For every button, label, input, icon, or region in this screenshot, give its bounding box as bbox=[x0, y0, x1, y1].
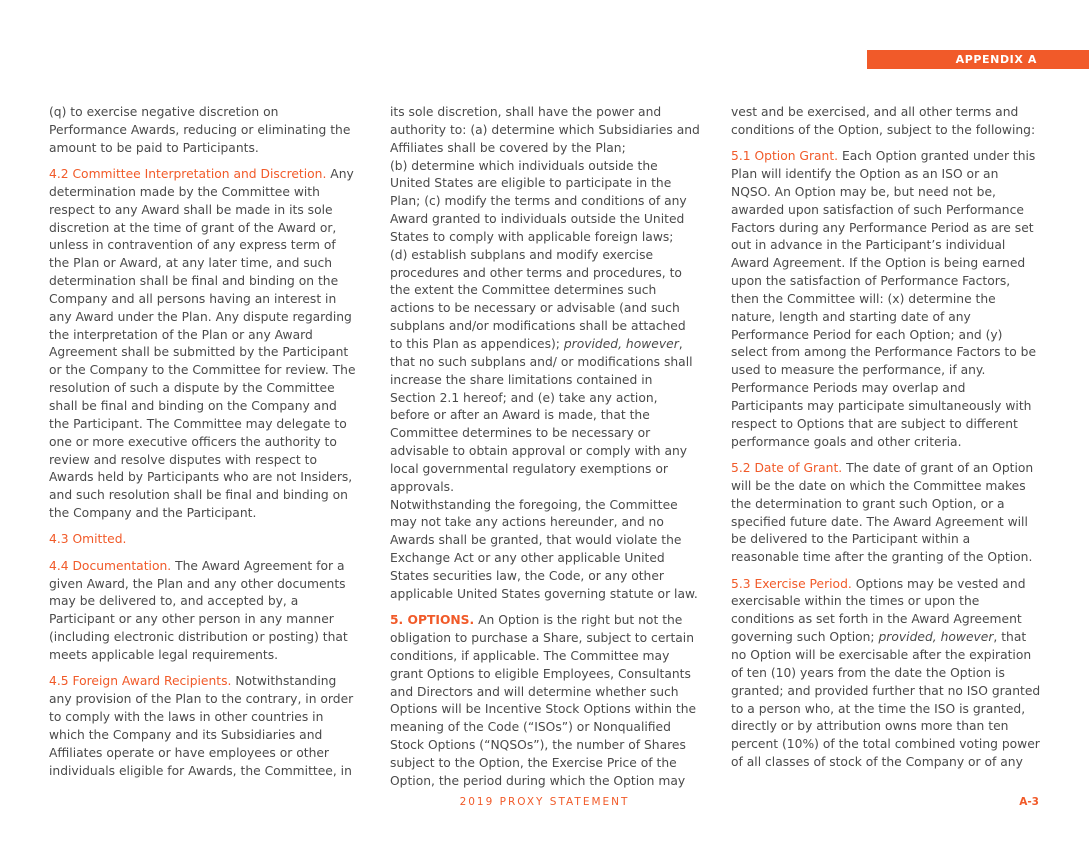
section-5-3 bbox=[731, 576, 1041, 772]
section-heading: 4.3 Omitted. bbox=[49, 532, 127, 547]
continued-text: Notwithstanding the foregoing, the Committee may not take any actions hereunder, and no Awards shall be granted, that would violate the Exchange Act or any other applicable United States securities law, the Code, or any other applicable United States governing statute or law. bbox=[390, 497, 698, 601]
section-body: Any determination made by the Committee with respect to any Award shall be made in its sole discretion at the time of grant of the Award or, unless in contravention of any express term of the Plan or Award, at any later time, and such determination shall be final and binding on the Company and all persons having an interest in any Award under the Plan. Any dispute regarding the interpretation of the Plan or any Award Agreement shall be submitted by the Participant or the Company to the Committee for review. The resolution of such a dispute by the Committee shall be final and binding on the Company and the Participant. The Committee may delegate to one or more executive officers the authority to review and resolve disputes with respect to Awards held by Participants who are not Insiders, and such resolution shall be final and binding on the Company and the Participant. bbox=[49, 167, 356, 521]
continued-text: (b) determine which individuals outside the United States are eligible to participate in the Plan; (c) modify the terms and conditions of any Award granted to individuals outside the United States to comply with applicable foreign laws; bbox=[390, 158, 687, 244]
section-heading: 4.5 Foreign Award Recipients. bbox=[49, 674, 232, 689]
paragraph-body: vest and be exercised, and all other terms and conditions of the Option, subject to the following: bbox=[731, 105, 1036, 137]
text-column-2 bbox=[390, 104, 700, 799]
section-heading: 4.4 Documentation. bbox=[49, 558, 172, 573]
section-4-3 bbox=[49, 531, 359, 549]
appendix-label: APPENDIX A bbox=[955, 53, 1037, 66]
section-4-5-continued bbox=[390, 104, 700, 604]
continued-text: , that no such subplans and/ or modifications shall increase the share limitations contained in Section 2.1 hereof; and (e) take any action, before or after an Award is made, that the Committee determines to be necessary or advisable to obtain approval or comply with any local governmental regulatory exemptions or approvals. bbox=[390, 336, 693, 494]
paragraph-body: (q) to exercise negative discretion on Performance Awards, reducing or eliminating the amount to be paid to Participants. bbox=[49, 105, 351, 155]
footer-title: 2019 PROXY STATEMENT bbox=[459, 796, 630, 808]
section-4-2 bbox=[49, 166, 359, 523]
section-5-continued bbox=[731, 104, 1041, 140]
continued-text: its sole discretion, shall have the power and authority to: (a) determine which Subsidiaries and Affiliates shall be covered by the Plan; bbox=[390, 105, 700, 155]
paragraph-q bbox=[49, 104, 359, 158]
section-5-options bbox=[390, 612, 700, 790]
section-heading: 5.2 Date of Grant. bbox=[731, 461, 843, 476]
section-4-5 bbox=[49, 673, 359, 780]
section-4-4 bbox=[49, 558, 359, 665]
page-number: A-3 bbox=[1019, 796, 1039, 808]
section-5-2 bbox=[731, 460, 1041, 567]
section-heading: 5.1 Option Grant. bbox=[731, 149, 839, 164]
text-column-1 bbox=[49, 104, 359, 789]
section-heading: 5.3 Exercise Period. bbox=[731, 576, 852, 591]
italic-proviso: provided, however bbox=[563, 336, 679, 351]
section-body: The date of grant of an Option will be the date on which the Committee makes the determination to grant such Option, or a specified future date. The Award Agreement will be delivered to the Participant within a reasonable time after the granting of the Option. bbox=[731, 461, 1034, 565]
section-heading: 5. OPTIONS. bbox=[390, 613, 475, 628]
section-body: Notwithstanding any provision of the Plan to the contrary, in order to comply with the laws in other countries in which the Company and its Subsidiaries and Affiliates operate or have employees or other individuals eligible for Awards, the Committee, in bbox=[49, 674, 354, 778]
section-body: Options may be vested and exercisable within the times or upon the conditions as set forth in the Award Agreement governing such Option; bbox=[731, 576, 1026, 645]
continued-text: (d) establish subplans and modify exercise procedures and other terms and procedures, to the extent the Committee determines such actions to be necessary or advisable (and such subplans and/or modifications shall be attached to this Plan as appendices); bbox=[390, 247, 686, 351]
section-heading: 4.2 Committee Interpretation and Discretion. bbox=[49, 167, 327, 182]
section-body: An Option is the right but not the obligation to purchase a Share, subject to certain conditions, if applicable. The Committee may grant Options to eligible Employees, Consultants and Directors and will determine whether such Options will be Incentive Stock Options within the meaning of the Code (“ISOs”) or Nonqualified Stock Options (“NQSOs”), the number of Shares subject to the Option, the Exercise Price of the Option, the period during which the Option may bbox=[390, 613, 697, 788]
section-body: The Award Agreement for a given Award, the Plan and any other documents may be delivered to, and accepted by, a Participant or any other person in any manner (including electronic distribution or posting) that meets applicable legal requirements. bbox=[49, 558, 348, 662]
section-body: Each Option granted under this Plan will identify the Option as an ISO or an NQSO. An Option may be, but need not be, awarded upon satisfaction of such Performance Factors during any Performance Period as are set out in advance in the Participant’s individual Award Agreement. If the Option is being earned upon the satisfaction of Performance Factors, then the Committee will: (x) determine the nature, length and starting date of any Performance Period for each Option; and (y) select from among the Performance Factors to be used to measure the performance, if any. Performance Periods may overlap and Participants may participate simultaneously with respect to Options that are subject to different performance goals and other criteria. bbox=[731, 149, 1037, 449]
section-body: , that no Option will be exercisable after the expiration of ten (10) years from the date the Option is granted; and provided further that no ISO granted to a person who, at the time the ISO is granted, directly or by attribution owns more than ten percent (10%) of the total combined voting power of all classes of stock of the Company or of any bbox=[731, 630, 1041, 770]
section-5-1 bbox=[731, 148, 1041, 451]
appendix-banner bbox=[867, 50, 1089, 69]
italic-proviso: provided, however bbox=[878, 630, 994, 645]
text-column-3 bbox=[731, 104, 1041, 780]
